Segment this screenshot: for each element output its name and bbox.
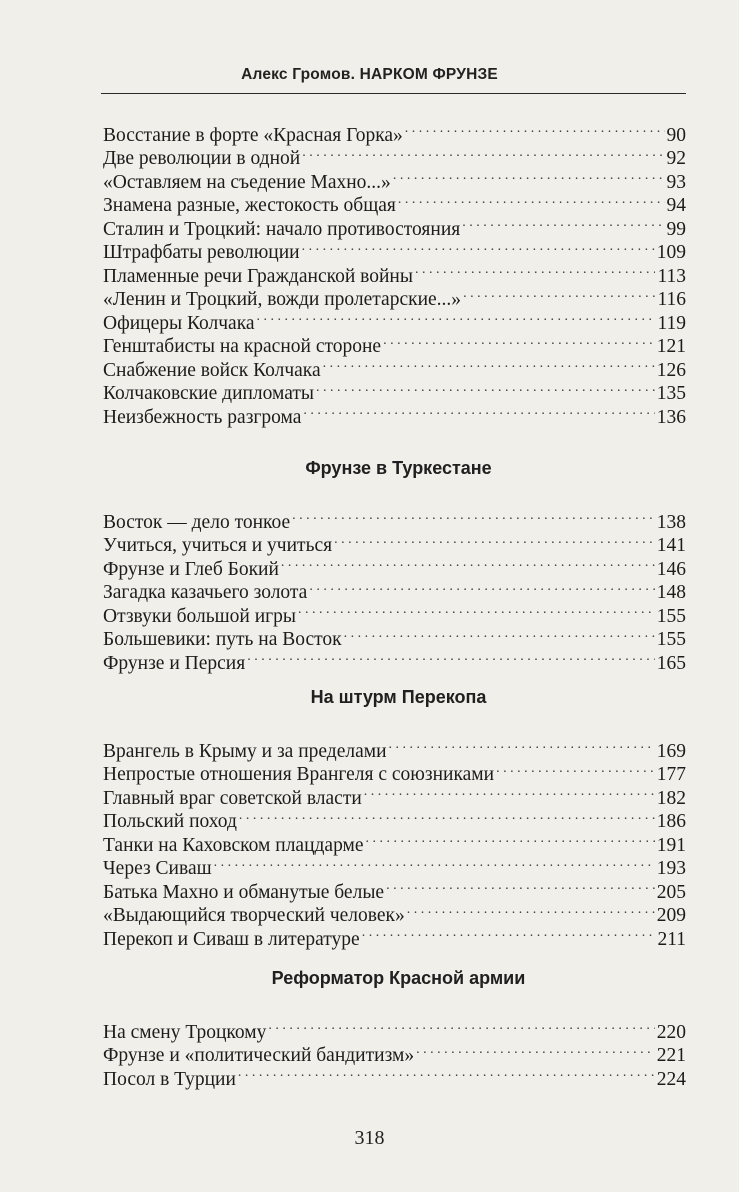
entry-page: 138 — [656, 511, 686, 533]
entry-page: 92 — [666, 148, 686, 169]
section-heading: Реформатор Красной армии — [271, 968, 526, 988]
toc-entry — [103, 117, 686, 146]
dot-leader — [398, 188, 665, 212]
entry-title: Отзвуки большой игры — [103, 605, 297, 627]
entry-page: 119 — [657, 312, 686, 334]
entry-title: «Оставляем на съедение Махно...» — [103, 171, 391, 193]
dot-leader — [383, 329, 655, 353]
entry-title: Офицеры Колчака — [103, 312, 255, 334]
entry-title: Учиться, учиться и учиться — [103, 535, 333, 556]
entry-title: Загадка казачьего золота — [103, 582, 308, 603]
dot-leader — [292, 504, 655, 528]
entry-title: Батька Махно и обманутые белые — [103, 881, 385, 903]
entry-title: Генштабисты на красной стороне — [103, 336, 382, 357]
dot-leader — [416, 1038, 655, 1062]
page-number: 318 — [354, 1127, 385, 1149]
entry-title: На смену Троцкому — [103, 1021, 267, 1043]
entry-title: Польский поход — [103, 811, 237, 832]
entry-title: Знамена разные, жестокость общая — [103, 195, 396, 216]
entry-page: 155 — [656, 629, 686, 650]
toc-entry — [103, 733, 686, 762]
entry-page: 221 — [656, 1045, 686, 1066]
entry-page: 186 — [656, 811, 686, 832]
entry-page: 191 — [656, 834, 686, 856]
entry-page: 211 — [657, 928, 686, 950]
entry-page: 205 — [656, 881, 686, 903]
entry-page: 136 — [656, 406, 686, 428]
dot-leader — [334, 528, 655, 552]
entry-title: «Выдающийся творческий человек» — [103, 905, 405, 926]
dot-leader — [316, 376, 655, 400]
toc-entry — [103, 504, 686, 533]
entry-page: 182 — [656, 787, 686, 809]
entry-page: 209 — [656, 905, 686, 926]
toc-entry — [103, 1014, 686, 1043]
entry-title: Посол в Турции — [103, 1068, 236, 1090]
dot-leader — [323, 352, 655, 376]
dot-leader — [238, 1061, 655, 1085]
entry-page: 155 — [656, 605, 686, 627]
entry-page: 116 — [657, 289, 686, 310]
dot-leader — [239, 804, 655, 828]
dot-leader — [405, 117, 665, 141]
entry-title: Колчаковские дипломаты — [103, 383, 315, 404]
dot-leader — [415, 258, 656, 282]
entry-page: 177 — [656, 764, 686, 785]
entry-page: 135 — [656, 383, 686, 404]
toc-section — [103, 685, 686, 950]
entry-page: 90 — [666, 124, 686, 146]
entry-page: 126 — [656, 359, 686, 381]
entry-title: Главный враг советской власти — [103, 787, 362, 809]
dot-leader — [463, 282, 655, 306]
entry-title: Фрунзе и Глеб Бокий — [103, 558, 279, 580]
dot-leader — [393, 164, 665, 188]
section-heading: Фрунзе в Туркестане — [305, 458, 492, 478]
entry-title: Через Сиваш — [103, 858, 212, 879]
dot-leader — [268, 1014, 654, 1038]
dot-leader — [407, 898, 655, 922]
entry-title: Большевики: путь на Восток — [103, 629, 342, 650]
entry-page: 121 — [656, 336, 686, 357]
entry-page: 93 — [666, 171, 686, 193]
dot-leader — [389, 733, 655, 757]
entry-title: Штрафбаты революции — [103, 242, 300, 263]
dot-leader — [247, 645, 655, 669]
section-heading: На штурм Перекопа — [310, 687, 487, 707]
entry-page: 113 — [657, 265, 686, 287]
dot-leader — [386, 874, 655, 898]
dot-leader — [214, 851, 655, 875]
dot-leader — [281, 551, 655, 575]
dot-leader — [344, 622, 655, 646]
entry-title: «Ленин и Троцкий, вожди пролетарские...» — [103, 289, 462, 310]
dot-leader — [302, 141, 664, 165]
running-head: Алекс Громов. НАРКОМ ФРУНЗЕ — [241, 66, 498, 83]
entry-page: 165 — [656, 652, 686, 674]
entry-page: 220 — [656, 1021, 686, 1043]
entry-page: 109 — [656, 242, 686, 263]
entry-title: Врангель в Крыму и за пределами — [103, 740, 387, 762]
toc-section — [103, 456, 686, 674]
header-rule — [101, 93, 686, 94]
dot-leader — [257, 305, 656, 329]
entry-title: Неизбежность разгрома — [103, 406, 302, 428]
entry-page: 224 — [656, 1068, 686, 1090]
entry-title: Фрунзе и Персия — [103, 652, 246, 674]
dot-leader — [364, 780, 655, 804]
toc-section — [103, 966, 686, 1090]
dot-leader — [362, 921, 656, 945]
entry-page: 169 — [656, 740, 686, 762]
dot-leader — [302, 235, 655, 259]
entry-title: Танки на Каховском плацдарме — [103, 834, 364, 856]
entry-title: Две революции в одной — [103, 148, 301, 169]
entry-title: Перекоп и Сиваш в литературе — [103, 928, 360, 950]
dot-leader — [366, 827, 655, 851]
entry-title: Фрунзе и «политический бандитизм» — [103, 1045, 415, 1066]
entry-title: Сталин и Троцкий: начало противостояния — [103, 218, 461, 240]
entry-page: 141 — [656, 535, 686, 556]
entry-title: Пламенные речи Гражданской войны — [103, 265, 413, 287]
entry-page: 148 — [656, 582, 686, 603]
dot-leader — [303, 399, 654, 423]
entry-page: 193 — [656, 858, 686, 879]
entry-title: Снабжение войск Колчака — [103, 359, 321, 381]
entry-title: Восстание в форте «Красная Горка» — [103, 124, 403, 146]
entry-page: 94 — [666, 195, 686, 216]
dot-leader — [462, 211, 664, 235]
dot-leader — [298, 598, 655, 622]
entry-page: 99 — [666, 218, 686, 240]
dot-leader — [496, 757, 655, 781]
entry-page: 146 — [656, 558, 686, 580]
entry-title: Непростые отношения Врангеля с союзниками — [103, 764, 495, 785]
dot-leader — [309, 575, 654, 599]
toc-section — [103, 117, 686, 428]
entry-title: Восток — дело тонкое — [103, 511, 291, 533]
